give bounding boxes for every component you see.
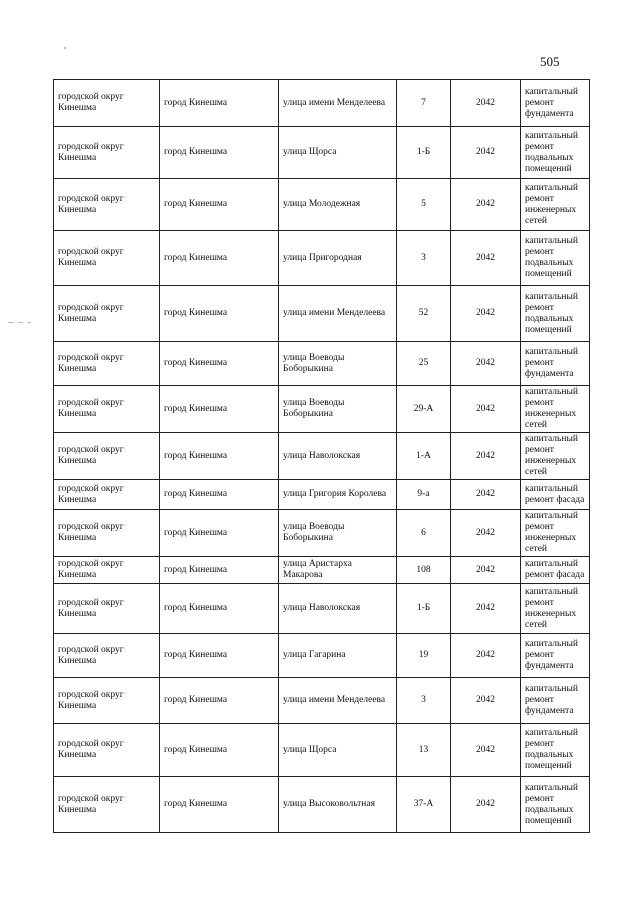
year-cell: 2042 [451,342,521,386]
district-cell: городской округ Кинешма [54,584,160,634]
work-type-cell: капитальный ремонт фундамента [521,80,590,127]
city-cell: город Кинешма [160,678,279,724]
year-cell: 2042 [451,286,521,342]
city-cell: город Кинешма [160,127,279,179]
table-row [54,179,590,231]
district-cell: городской округ Кинешма [54,777,160,833]
district-cell: городской округ Кинешма [54,634,160,678]
table-row [54,678,590,724]
work-type-cell: капитальный ремонт фундамента [521,342,590,386]
city-cell: город Кинешма [160,179,279,231]
table-body [54,80,590,833]
house-number-cell: 3 [397,678,451,724]
table-row [54,433,590,480]
work-type-cell: капитальный ремонт подвальных помещений [521,231,590,286]
work-type-cell: капитальный ремонт подвальных помещений [521,286,590,342]
work-type-cell: капитальный ремонт фундамента [521,678,590,724]
work-type-cell: капитальный ремонт инженерных сетей [521,433,590,480]
street-cell: улица Гагарина [279,634,397,678]
district-cell: городской округ Кинешма [54,678,160,724]
city-cell: город Кинешма [160,510,279,557]
year-cell: 2042 [451,80,521,127]
year-cell: 2042 [451,557,521,584]
table-row [54,127,590,179]
city-cell: город Кинешма [160,724,279,777]
street-cell: улица имени Менделеева [279,80,397,127]
city-cell: город Кинешма [160,433,279,480]
district-cell: городской округ Кинешма [54,510,160,557]
street-cell: улица имени Менделеева [279,286,397,342]
work-type-cell: капитальный ремонт инженерных сетей [521,179,590,231]
city-cell: город Кинешма [160,286,279,342]
year-cell: 2042 [451,386,521,433]
house-number-cell: 1-Б [397,127,451,179]
work-type-cell: капитальный ремонт инженерных сетей [521,584,590,634]
city-cell: город Кинешма [160,480,279,510]
year-cell: 2042 [451,231,521,286]
district-cell: городской округ Кинешма [54,286,160,342]
city-cell: город Кинешма [160,557,279,584]
street-cell: улица Пригородная [279,231,397,286]
city-cell: город Кинешма [160,634,279,678]
year-cell: 2042 [451,678,521,724]
year-cell: 2042 [451,584,521,634]
year-cell: 2042 [451,777,521,833]
district-cell: городской округ Кинешма [54,480,160,510]
city-cell: город Кинешма [160,342,279,386]
house-number-cell: 37-А [397,777,451,833]
house-number-cell: 29-А [397,386,451,433]
work-type-cell: капитальный ремонт подвальных помещений [521,724,590,777]
table-row [54,634,590,678]
year-cell: 2042 [451,127,521,179]
table-row [54,777,590,833]
table-row [54,724,590,777]
page-number: 505 [540,54,560,69]
house-number-cell: 5 [397,179,451,231]
table-row [54,80,590,127]
house-number-cell: 3 [397,231,451,286]
house-number-cell: 1-Б [397,584,451,634]
city-cell: город Кинешма [160,777,279,833]
work-type-cell: капитальный ремонт фасада [521,480,590,510]
table-row [54,286,590,342]
house-number-cell: 7 [397,80,451,127]
year-cell: 2042 [451,724,521,777]
district-cell: городской округ Кинешма [54,386,160,433]
work-type-cell: капитальный ремонт инженерных сетей [521,386,590,433]
street-cell: улица Воеводы Боборыкина [279,386,397,433]
street-cell: улица Молодежная [279,179,397,231]
city-cell: город Кинешма [160,80,279,127]
house-number-cell: 1-А [397,433,451,480]
work-type-cell: капитальный ремонт инженерных сетей [521,510,590,557]
street-cell: улица Воеводы Боборыкина [279,510,397,557]
table-row [54,342,590,386]
district-cell: городской округ Кинешма [54,231,160,286]
district-cell: городской округ Кинешма [54,127,160,179]
table-row [54,557,590,584]
street-cell: улица Высоковольтная [279,777,397,833]
work-type-cell: капитальный ремонт подвальных помещений [521,127,590,179]
street-cell: улица Аристарха Макарова [279,557,397,584]
district-cell: городской округ Кинешма [54,724,160,777]
house-number-cell: 52 [397,286,451,342]
year-cell: 2042 [451,433,521,480]
street-cell: улица Григория Королева [279,480,397,510]
street-cell: улица Щорса [279,127,397,179]
house-number-cell: 9-а [397,480,451,510]
table-row [54,584,590,634]
table-row [54,480,590,510]
work-type-cell: капитальный ремонт подвальных помещений [521,777,590,833]
city-cell: город Кинешма [160,584,279,634]
district-cell: городской округ Кинешма [54,342,160,386]
year-cell: 2042 [451,510,521,557]
district-cell: городской округ Кинешма [54,433,160,480]
work-type-cell: капитальный ремонт фасада [521,557,590,584]
city-cell: город Кинешма [160,231,279,286]
housing-repair-table [53,79,590,833]
house-number-cell: 6 [397,510,451,557]
district-cell: городской округ Кинешма [54,179,160,231]
year-cell: 2042 [451,634,521,678]
table-row [54,231,590,286]
district-cell: городской округ Кинешма [54,80,160,127]
year-cell: 2042 [451,179,521,231]
scan-artifact [18,322,23,323]
street-cell: улица имени Менделеева [279,678,397,724]
scan-artifact [8,322,14,323]
house-number-cell: 19 [397,634,451,678]
scan-artifact [64,47,66,49]
table-row [54,386,590,433]
scan-artifact [27,322,31,323]
street-cell: улица Воеводы Боборыкина [279,342,397,386]
work-type-cell: капитальный ремонт фундамента [521,634,590,678]
street-cell: улица Наволокская [279,433,397,480]
street-cell: улица Щорса [279,724,397,777]
year-cell: 2042 [451,480,521,510]
district-cell: городской округ Кинешма [54,557,160,584]
street-cell: улица Наволокская [279,584,397,634]
house-number-cell: 13 [397,724,451,777]
house-number-cell: 25 [397,342,451,386]
city-cell: город Кинешма [160,386,279,433]
house-number-cell: 108 [397,557,451,584]
table-row [54,510,590,557]
